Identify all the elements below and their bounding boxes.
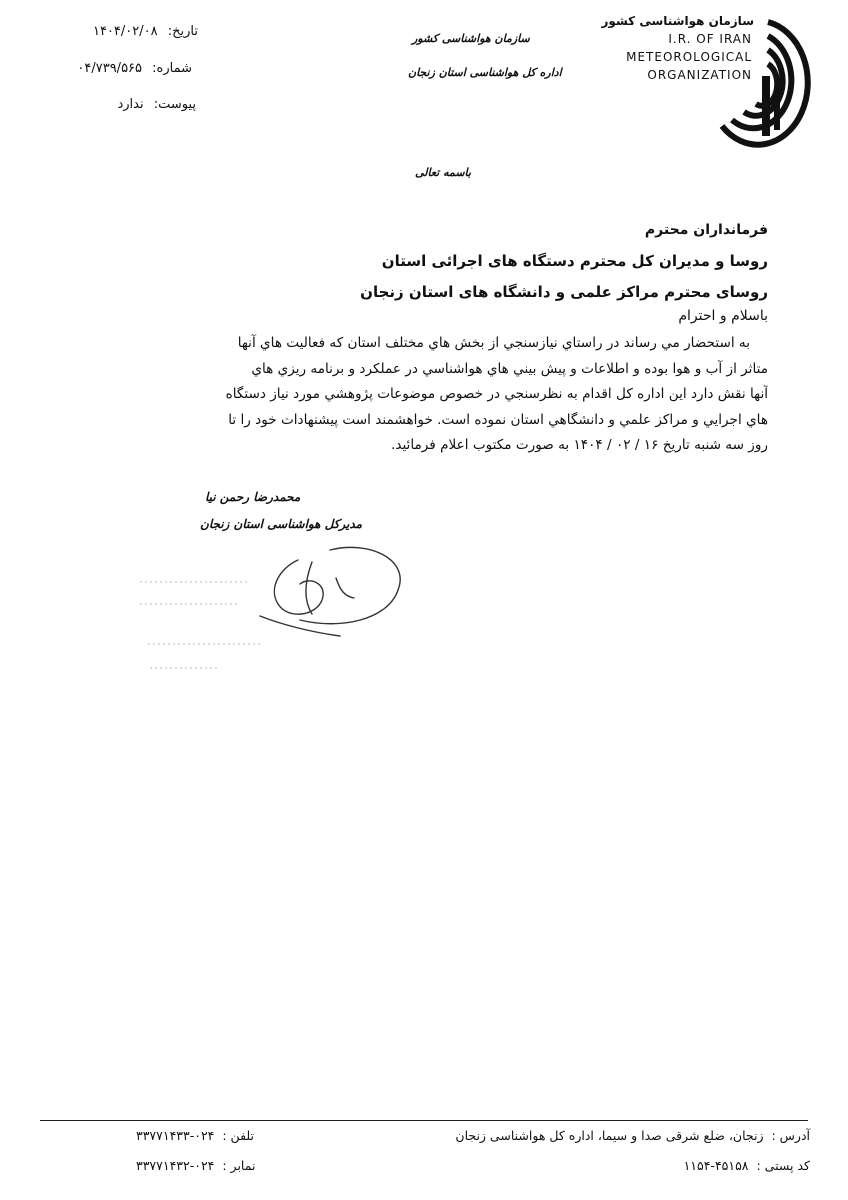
signatory-title: مدیرکل هواشناسی استان زنجان bbox=[200, 517, 363, 531]
signatory-name: محمدرضا رحمن نیا bbox=[205, 490, 301, 504]
header-department-name: اداره کل هواشناسی استان زنجان bbox=[408, 66, 562, 79]
meta-number bbox=[77, 61, 192, 76]
meta-attachment bbox=[117, 97, 196, 112]
fax-value: ۰۲۴-۳۳۷۷۱۴۳۲ bbox=[136, 1158, 215, 1173]
fax-label: نمابر : bbox=[222, 1158, 256, 1173]
attachment-label: پیوست: bbox=[153, 97, 196, 112]
logo-org-name-en-line-3: ORGANIZATION bbox=[647, 68, 752, 82]
handwritten-signature-icon bbox=[140, 520, 420, 680]
body-line-2: متاثر از آب و هوا بوده و اطلاعات و پيش بيني هاي هواشناسي در عملكرد و برنامه ريزي هاي bbox=[251, 360, 768, 377]
logo-org-name-fa: سازمان هواشناسی کشور bbox=[601, 14, 754, 28]
address-label: آدرس : bbox=[771, 1128, 810, 1143]
header-org-name: سازمان هواشناسی کشور bbox=[412, 32, 530, 45]
postal-value: ۴۵۱۵۸-۱۱۵۴ bbox=[683, 1158, 749, 1173]
footer-fax bbox=[136, 1158, 255, 1173]
logo-org-name-en-line-2: METEOROLOGICAL bbox=[626, 50, 752, 64]
meta-date bbox=[93, 24, 198, 39]
recipient-line-2: روسا و مدیران کل محترم دستگاه های اجرائی استان bbox=[381, 252, 768, 270]
body-line-4: هاي اجرايي و مراكز علمي و دانشگاهي استان نموده است. خواهشمند است پيشنهادات خود را تا bbox=[228, 411, 768, 428]
letter-body bbox=[118, 331, 768, 459]
phone-label: تلفن : bbox=[222, 1128, 255, 1143]
body-line-1: به استحضار مي رساند در راستاي نيازسنجي از بخش هاي مختلف استان كه فعاليت هاي آنها bbox=[237, 335, 750, 351]
organization-logo-block bbox=[601, 10, 830, 160]
address-value: زنجان، ضلع شرقی صدا و سیما، اداره کل هواشناسی زنجان bbox=[455, 1128, 764, 1143]
meteorology-logo-icon bbox=[712, 16, 824, 156]
date-value: ۱۴۰۴/۰۲/۰۸ bbox=[92, 24, 158, 39]
footer-address bbox=[455, 1128, 810, 1143]
basmala: باسمه تعالی bbox=[415, 166, 471, 179]
attachment-value: ندارد bbox=[117, 97, 144, 112]
recipient-line-3: روسای محترم مراکز علمی و دانشگاه های استان زنجان bbox=[360, 283, 768, 301]
number-label: شماره: bbox=[152, 61, 192, 76]
recipient-line-1: فرمانداران محترم bbox=[644, 222, 768, 238]
date-label: تاریخ: bbox=[167, 24, 198, 39]
body-line-5: روز سه شنبه تاريخ ۱۶ / ۰۲ / ۱۴۰۴ به صورت مكتوب اعلام فرمائيد. bbox=[391, 437, 768, 453]
footer-divider bbox=[40, 1120, 808, 1121]
footer-postal-code bbox=[684, 1158, 810, 1173]
footer-phone bbox=[136, 1128, 254, 1143]
body-line-3: آنها نقش دارد اين اداره كل اقدام به نظرسنجي در خصوص موضوعات پژوهشي مورد نياز دستگاه bbox=[225, 386, 768, 402]
logo-org-name-en-line-1: I.R. OF IRAN bbox=[668, 32, 752, 46]
number-value: ۰۴/۷۳۹/۵۶۵ bbox=[77, 61, 143, 76]
phone-value: ۰۲۴-۳۳۷۷۱۴۳۳ bbox=[136, 1128, 215, 1143]
postal-label: کد پستی : bbox=[756, 1158, 810, 1173]
greeting: باسلام و احترام bbox=[678, 308, 768, 324]
